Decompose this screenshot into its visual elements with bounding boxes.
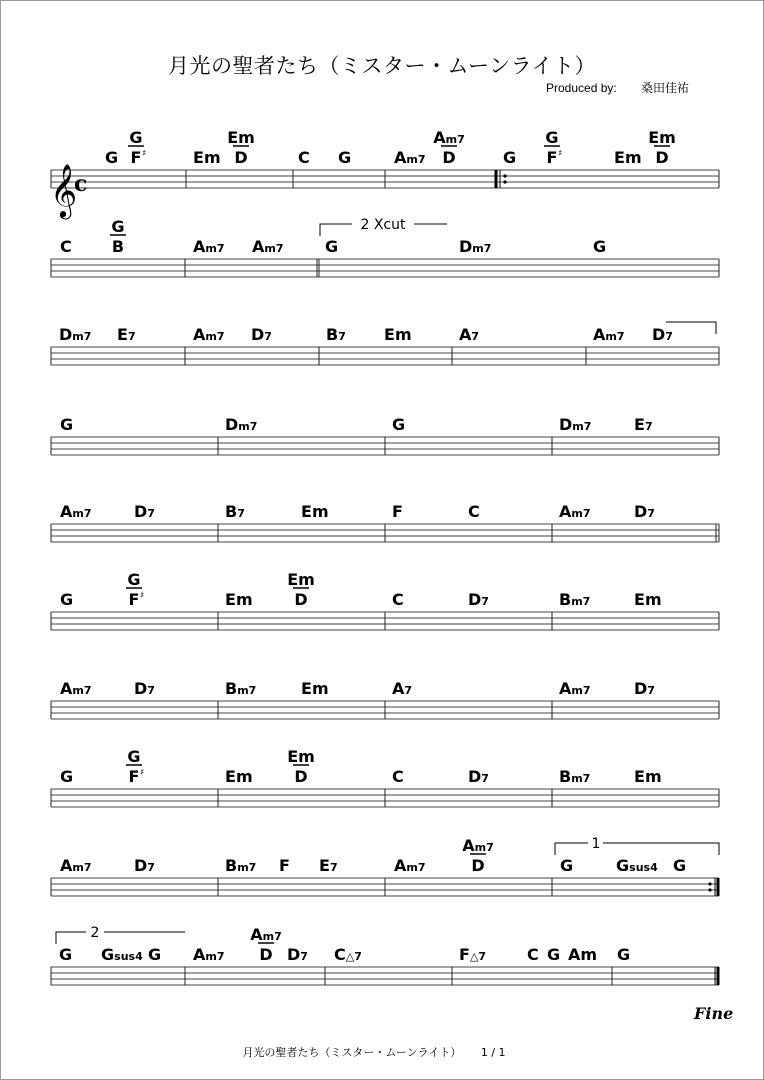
ending-1-bracket: [555, 843, 588, 855]
chord-quality: m7: [205, 950, 225, 963]
chord-quality: m: [311, 679, 329, 698]
chord-symbol: [325, 237, 338, 256]
repeat-dot: [708, 888, 711, 891]
chord-quality: m: [644, 767, 662, 786]
chord-root: C: [392, 590, 404, 609]
chord-root: D: [59, 325, 73, 344]
chord-symbol: [134, 502, 155, 521]
chord-root: B: [326, 325, 339, 344]
chord-root: G: [60, 767, 74, 786]
chord-symbol: [225, 767, 253, 786]
chord-quality: m7: [205, 330, 225, 343]
chord-symbol: [117, 325, 136, 344]
chord-bass: D: [259, 945, 273, 964]
chord-bass: D: [655, 148, 669, 167]
chord-symbol: [392, 679, 412, 698]
song-title: 月光の聖者たち（ミスター・ムーンライト）: [168, 54, 596, 78]
chord-symbol: [468, 767, 489, 786]
chord-quality: m: [311, 502, 329, 521]
chord-symbol: [673, 856, 686, 875]
chord-symbol: [559, 679, 591, 698]
chord-symbol: [105, 148, 118, 167]
chord-symbol: [459, 945, 486, 964]
chord-root: D: [634, 502, 648, 521]
chord-symbol: [433, 128, 465, 167]
chord-symbol: [59, 325, 91, 344]
chord-quality: 7: [404, 684, 413, 697]
chord-root: E: [634, 415, 645, 434]
chord-root: G: [547, 945, 561, 964]
chord-root: A: [60, 502, 73, 521]
chord-root: A: [593, 325, 606, 344]
chord-symbol: [394, 856, 426, 875]
staff-system: [51, 437, 719, 455]
chord-bass: F: [546, 148, 558, 167]
chord-quality: 7: [471, 330, 480, 343]
chord-symbol: [614, 148, 642, 167]
chord-symbol: [459, 325, 479, 344]
chord-quality: m7: [571, 772, 591, 785]
chord-symbol: [394, 148, 426, 167]
chord-bass: F: [128, 767, 140, 786]
chord-symbol: [298, 148, 310, 167]
chord-quality: m: [624, 148, 642, 167]
chord-quality: m7: [474, 841, 494, 854]
chord-root: E: [225, 767, 236, 786]
chord-quality: m7: [72, 684, 92, 697]
chord-root: B: [225, 502, 238, 521]
chord-symbol: [225, 856, 256, 875]
chord-root: A: [433, 128, 446, 147]
chord-root: C: [334, 945, 346, 964]
chord-root: G: [503, 148, 517, 167]
chord-symbol: [559, 502, 591, 521]
producer-label: Produced by:: [546, 81, 617, 95]
chord-symbol: [527, 945, 539, 964]
ending-2-label: 2: [90, 925, 100, 941]
chord-root: E: [319, 856, 330, 875]
xcut-label: 2 Xcut: [360, 217, 406, 233]
chord-root: E: [634, 767, 645, 786]
chord-symbol: [616, 856, 658, 875]
chord-quality: 7: [147, 684, 155, 697]
chord-bass: D: [442, 148, 456, 167]
chord-symbol: [60, 415, 73, 434]
chord-symbol: [193, 325, 225, 344]
chord-symbol: [126, 747, 144, 786]
chord-quality: 7: [329, 861, 338, 874]
chord-quality: △7: [469, 950, 487, 963]
chord-bass: B: [111, 237, 125, 256]
fine-mark: Fine: [694, 1004, 734, 1023]
chord-quality: m: [298, 747, 315, 766]
staff-system: [51, 612, 719, 630]
chord-accidental: ♯: [140, 591, 145, 601]
chord-root: E: [225, 590, 236, 609]
bracket-line: [666, 322, 716, 334]
chord-root: E: [301, 679, 312, 698]
chord-bass: D: [294, 767, 308, 786]
footer-title: 月光の聖者たち（ミスター・ムーンライト）: [242, 1046, 462, 1059]
chord-symbol: [60, 679, 92, 698]
chord-symbol: [101, 945, 143, 964]
chord-quality: sus4: [114, 950, 143, 963]
chord-root: E: [287, 747, 299, 766]
chord-symbol: [301, 679, 329, 698]
chord-root: G: [105, 148, 119, 167]
chord-quality: m7: [571, 684, 591, 697]
chord-symbol: [593, 237, 606, 256]
chord-quality: 7: [647, 507, 655, 520]
chord-root: A: [394, 856, 407, 875]
ending-1-label: 1: [591, 836, 601, 852]
chord-symbol: [634, 679, 655, 698]
chord-root: A: [392, 679, 405, 698]
chord-quality: m7: [262, 930, 282, 943]
chord-root: D: [559, 415, 573, 434]
chord-symbol: [559, 590, 590, 609]
chord-root: G: [127, 570, 141, 589]
chord-root: G: [617, 945, 631, 964]
chord-quality: m: [238, 128, 255, 147]
chord-quality: m: [644, 590, 662, 609]
chord-symbol: [560, 856, 573, 875]
staff-system: [51, 259, 719, 277]
chord-root: E: [227, 128, 239, 147]
staff-system: [51, 701, 719, 719]
chord-symbol: [126, 570, 144, 609]
chord-root: E: [648, 128, 660, 147]
chord-root: F: [392, 502, 403, 521]
chord-root: D: [251, 325, 265, 344]
chord-root: C: [468, 502, 480, 521]
chord-symbol: [568, 945, 597, 964]
chord-root: G: [560, 856, 574, 875]
chord-root: D: [134, 502, 148, 521]
chord-symbol: [392, 767, 404, 786]
chord-symbol: [634, 502, 655, 521]
chord-symbol: [225, 679, 256, 698]
chord-root: E: [634, 590, 645, 609]
chord-quality: 7: [147, 861, 155, 874]
chord-root: A: [250, 925, 263, 944]
chord-root: F: [459, 945, 470, 964]
chord-quality: m: [298, 570, 315, 589]
chord-symbol: [279, 856, 290, 875]
chord-root: B: [225, 679, 238, 698]
chord-accidental: ♯: [142, 149, 147, 159]
producer-name: 桑田佳祐: [641, 81, 690, 95]
chord-symbol: [250, 925, 282, 964]
staff-system: [51, 878, 719, 896]
chord-quality: m: [235, 590, 253, 609]
chord-root: D: [468, 767, 482, 786]
chord-root: G: [148, 945, 162, 964]
chord-symbol: [652, 325, 673, 344]
chord-root: E: [614, 148, 625, 167]
chord-quality: 7: [237, 507, 245, 520]
chord-bass: D: [471, 856, 485, 875]
chord-root: A: [193, 237, 206, 256]
chord-symbol: [547, 945, 560, 964]
chord-root: A: [60, 856, 73, 875]
chord-quality: 7: [481, 595, 489, 608]
chord-root: D: [634, 679, 648, 698]
chord-root: D: [287, 945, 301, 964]
chord-quality: m7: [571, 507, 591, 520]
chord-root: D: [134, 679, 148, 698]
chord-root: A: [252, 237, 265, 256]
chord-quality: m7: [445, 133, 465, 146]
chord-quality: m7: [72, 861, 92, 874]
chord-quality: m7: [205, 242, 225, 255]
chord-symbol: [225, 590, 253, 609]
chord-symbol: [148, 945, 161, 964]
chord-root: D: [134, 856, 148, 875]
chord-symbol: [319, 856, 338, 875]
chord-root: G: [111, 217, 125, 236]
chord-quality: m7: [72, 507, 92, 520]
chord-root: A: [462, 836, 475, 855]
chord-symbol: [559, 415, 591, 434]
chord-quality: m: [580, 945, 598, 964]
chord-root: G: [392, 415, 406, 434]
chord-quality: 7: [264, 330, 272, 343]
chord-symbol: [225, 502, 245, 521]
chord-quality: 7: [647, 684, 655, 697]
chord-symbol: [338, 148, 351, 167]
chord-quality: m7: [605, 330, 625, 343]
chord-symbol: [392, 415, 405, 434]
chord-root: A: [394, 148, 407, 167]
chord-symbol: [60, 237, 72, 256]
chord-quality: m7: [571, 595, 591, 608]
chord-quality: m7: [406, 153, 426, 166]
chord-symbol: [384, 325, 412, 344]
repeat-dot: [503, 180, 506, 183]
chord-symbol: [60, 856, 92, 875]
chord-symbol: [225, 415, 257, 434]
chord-root: B: [559, 590, 572, 609]
chord-root: A: [459, 325, 472, 344]
chord-symbol: [648, 128, 676, 167]
chord-root: E: [287, 570, 299, 589]
chord-quality: 7: [338, 330, 346, 343]
chord-symbol: [617, 945, 630, 964]
chord-root: C: [298, 148, 310, 167]
chord-symbol: [134, 679, 155, 698]
chord-symbol: [287, 570, 315, 609]
chord-symbol: [193, 945, 225, 964]
chord-symbol: [459, 237, 491, 256]
chord-symbol: [60, 590, 73, 609]
footer-page-number: 1 / 1: [480, 1046, 506, 1059]
chord-root: D: [225, 415, 239, 434]
chord-accidental: ♯: [558, 149, 563, 159]
chord-symbol: [392, 590, 404, 609]
chord-symbol: [287, 747, 315, 786]
chord-bass: D: [234, 148, 248, 167]
chord-symbol: [128, 128, 146, 167]
page-footer: [0, 1044, 764, 1060]
chord-root: E: [117, 325, 128, 344]
chord-root: G: [545, 128, 559, 147]
chord-symbol: [287, 945, 308, 964]
chord-root: C: [527, 945, 539, 964]
chord-root: F: [279, 856, 290, 875]
chord-symbol: [334, 945, 362, 964]
chord-root: G: [127, 747, 141, 766]
repeat-dot: [708, 882, 711, 885]
chord-symbol: [60, 767, 73, 786]
chord-quality: m7: [237, 861, 257, 874]
chord-root: E: [384, 325, 395, 344]
chord-symbol: [251, 325, 272, 344]
chord-symbol: [326, 325, 346, 344]
chord-root: A: [559, 679, 572, 698]
chord-root: C: [392, 767, 404, 786]
chord-symbol: [193, 148, 221, 167]
chord-symbol: [193, 237, 225, 256]
chord-quality: sus4: [629, 861, 658, 874]
chord-symbol: [110, 217, 126, 256]
chord-root: A: [559, 502, 572, 521]
chord-root: A: [568, 945, 581, 964]
chord-quality: 7: [300, 950, 308, 963]
chord-symbol: [559, 767, 590, 786]
chord-root: G: [338, 148, 352, 167]
chord-symbol: [593, 325, 625, 344]
chord-symbol: [634, 590, 662, 609]
chord-root: E: [301, 502, 312, 521]
chord-quality: m: [203, 148, 221, 167]
chord-symbol: [634, 415, 653, 434]
chord-quality: m: [659, 128, 676, 147]
chord-root: G: [60, 415, 74, 434]
chord-quality: m7: [406, 861, 426, 874]
treble-clef-icon: 𝄞: [50, 163, 78, 217]
ending-2-bracket: [56, 932, 86, 944]
chord-root: G: [60, 590, 74, 609]
chord-root: G: [59, 945, 73, 964]
chord-symbol: [392, 502, 403, 521]
staff-system: [51, 524, 719, 542]
chord-symbol: [468, 590, 489, 609]
chord-root: A: [193, 945, 206, 964]
chord-bass: F: [128, 590, 140, 609]
chord-symbol: [634, 767, 662, 786]
chord-root: D: [459, 237, 473, 256]
chord-quality: m7: [472, 242, 492, 255]
chord-symbol: [134, 856, 155, 875]
chord-symbol: [544, 128, 562, 167]
chord-symbol: [468, 502, 480, 521]
chord-symbol: [301, 502, 329, 521]
chord-root: G: [325, 237, 339, 256]
chord-symbol: [252, 237, 284, 256]
chord-quality: m: [235, 767, 253, 786]
staff-system: [51, 789, 719, 807]
ending-1-bracket: [603, 843, 719, 855]
chord-quality: 7: [127, 330, 136, 343]
chord-quality: 7: [481, 772, 489, 785]
chord-quality: m7: [237, 684, 257, 697]
chord-quality: m7: [572, 420, 592, 433]
staff-system: [51, 967, 719, 985]
chord-root: G: [673, 856, 687, 875]
staff-system: [51, 347, 719, 365]
chord-symbol: [227, 128, 255, 167]
chord-symbol: [503, 148, 516, 167]
chord-quality: m7: [72, 330, 92, 343]
chord-accidental: ♯: [140, 768, 145, 778]
chord-quality: 7: [644, 420, 653, 433]
chord-root: A: [193, 325, 206, 344]
repeat-dot: [503, 174, 506, 177]
staff-system: [51, 170, 719, 188]
chord-root: G: [129, 128, 143, 147]
chord-bass: F: [130, 148, 142, 167]
chord-root: A: [60, 679, 73, 698]
chord-symbol: [60, 502, 92, 521]
chord-root: B: [559, 767, 572, 786]
chord-quality: m7: [264, 242, 284, 255]
chord-root: G: [616, 856, 630, 875]
chord-quality: 7: [665, 330, 673, 343]
xcut-bracket: [320, 224, 352, 236]
chord-quality: m: [394, 325, 412, 344]
chord-bass: D: [294, 590, 308, 609]
chord-quality: 7: [147, 507, 155, 520]
chord-root: D: [468, 590, 482, 609]
chord-root: C: [60, 237, 72, 256]
chord-root: B: [225, 856, 238, 875]
chord-quality: m7: [238, 420, 258, 433]
chord-root: G: [101, 945, 115, 964]
chord-symbol: [462, 836, 494, 875]
chord-root: E: [193, 148, 204, 167]
chord-root: G: [593, 237, 607, 256]
chord-symbol: [59, 945, 72, 964]
time-signature: c: [74, 171, 88, 197]
chord-root: D: [652, 325, 666, 344]
chord-quality: △7: [345, 950, 362, 963]
